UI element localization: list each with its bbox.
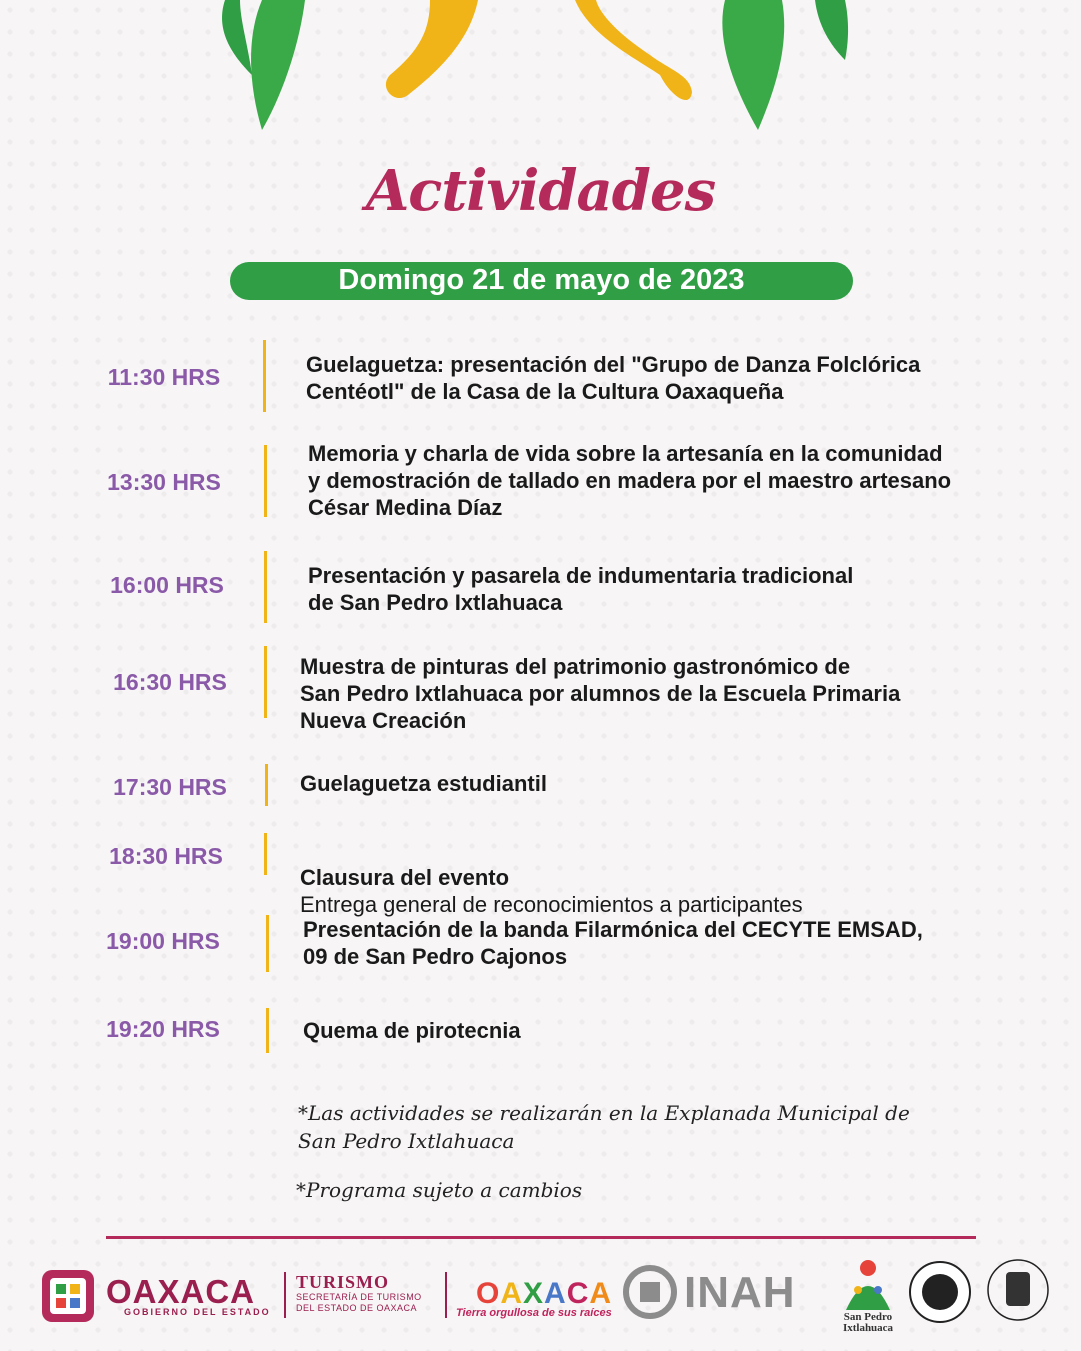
schedule-time: 13:30 HRS [107,469,221,495]
page-title: Actividades [365,158,716,224]
monte-alban-emblem-icon [988,1260,1048,1320]
san-pedro-logo-text: San Pedro Ixtlahuaca [842,1311,894,1334]
schedule-time: 16:00 HRS [110,572,224,598]
turismo-subtitle: SECRETARÍA DE TURISMO DEL ESTADO DE OAXACA [296,1292,422,1313]
schedule-time: 18:30 HRS [109,843,223,869]
disclaimer-note: *Programa sujeto a cambios [296,1178,583,1202]
footer-divider [106,1236,976,1239]
schedule-divider [265,764,268,806]
schedule-time: 19:20 HRS [106,1016,220,1042]
schedule-time: 16:30 HRS [113,669,227,695]
leaf-yellow-left [386,0,478,98]
date-banner: Domingo 21 de mayo de 2023 [230,262,853,300]
san-pedro-emblem-icon [846,1260,890,1310]
oaxaca-brand-logo: OAXACA [476,1277,613,1310]
schedule-time: 11:30 HRS [107,364,221,390]
brand-tagline: Tierra orgullosa de sus raíces [456,1307,612,1319]
leaf-yellow-right [575,0,692,100]
schedule-description: Guelaguetza: presentación del "Grupo de Danza Folclórica Centéotl" de la Casa de la Cultura Oaxaqueña [306,352,921,404]
schedule-description-main: Clausura del evento [300,865,510,890]
inah-logo: INAH [684,1268,796,1317]
schedule-divider [266,1008,269,1053]
schedule-time: 17:30 HRS [113,774,227,800]
schedule-description: Presentación y pasarela de indumentaria tradicional de San Pedro Ixtlahuaca [308,563,854,615]
schedule-description: Muestra de pinturas del patrimonio gastronómico de San Pedro Ixtlahuaca por alumnos de la Escuela Primaria Nueva Creación [300,654,901,733]
leaf-right-2 [815,0,848,60]
schedule-divider [263,340,266,412]
schedule-description: Presentación de la banda Filarmónica del CECYTE EMSAD, 09 de San Pedro Cajonos [303,917,923,969]
leaf-left-1 [222,0,252,75]
schedule-time: 19:00 HRS [106,928,220,954]
schedule-description-sub: Entrega general de reconocimientos a participantes [300,892,803,917]
schedule-description: Guelaguetza estudiantil [300,771,547,796]
schedule-divider [264,646,267,718]
leaf-left-2 [251,0,305,130]
leaf-right-1 [722,0,784,130]
schedule-divider [266,915,269,972]
location-note: *Las actividades se realizarán en la Explanada Municipal de San Pedro Ixtlahuaca [298,1101,910,1153]
municipal-seal-icon [910,1262,970,1322]
oaxaca-gov-logo: OAXACA [106,1273,256,1310]
schedule-description: Quema de pirotecnia [303,1018,521,1043]
schedule-divider [264,833,267,875]
oaxaca-gov-subtitle: GOBIERNO DEL ESTADO [124,1307,271,1317]
oaxaca-gov-emblem-icon [42,1270,94,1322]
schedule-divider [264,445,267,517]
inah-emblem-icon [626,1268,674,1316]
decorative-leaves [0,0,1081,140]
schedule-description: Memoria y charla de vida sobre la artesanía en la comunidad y demostración de tallado en madera por el maestro artesano César Medina Díaz [308,441,952,520]
turismo-logo: TURISMO [296,1272,390,1292]
schedule-divider [264,551,267,623]
